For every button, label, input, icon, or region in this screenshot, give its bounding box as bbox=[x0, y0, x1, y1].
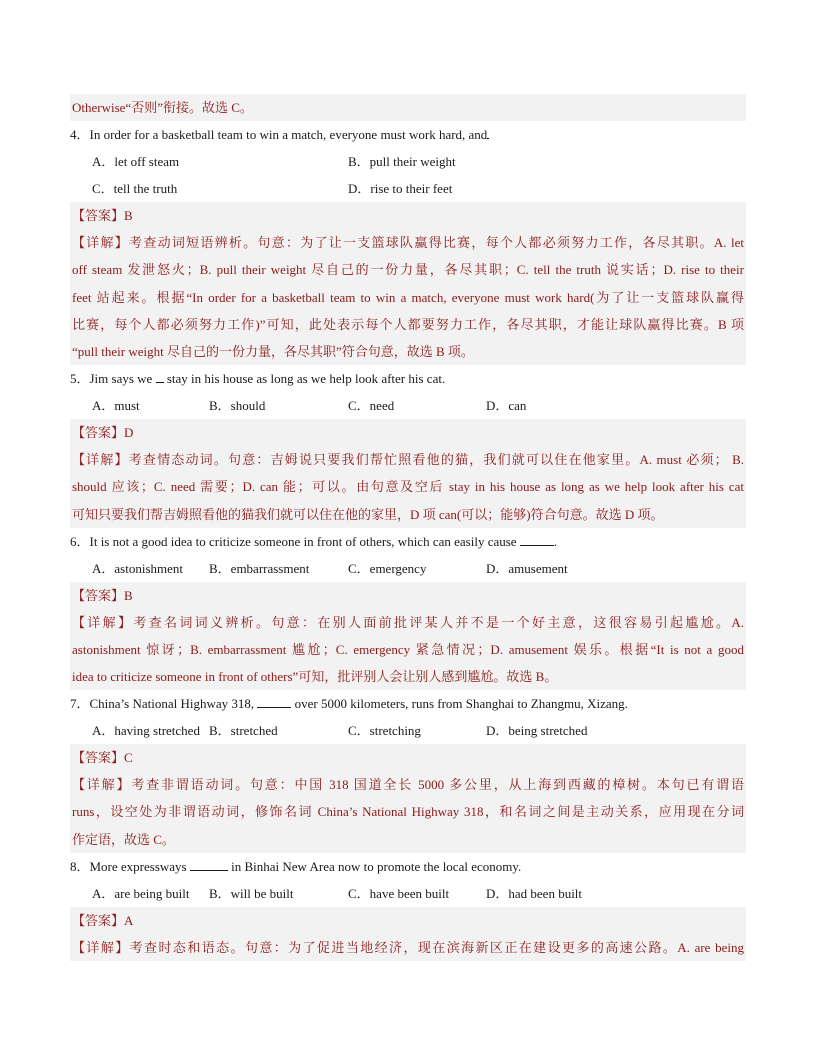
answer-block bbox=[70, 582, 746, 691]
option-d: D．had been built bbox=[486, 885, 583, 901]
option-b: B．pull their weight bbox=[348, 154, 456, 170]
option-d: D．amusement bbox=[486, 560, 568, 576]
options-row bbox=[70, 717, 746, 744]
option-d: D．can bbox=[486, 398, 527, 414]
answer-blank bbox=[156, 369, 164, 383]
answer-blank bbox=[257, 694, 291, 708]
option-d: D．being stretched bbox=[486, 723, 588, 739]
answer-block bbox=[70, 907, 746, 961]
explanation-line: feet 站起来。根据“In order for a basketball team to win a match, everyone must work hard(为了让一支篮球队赢得 bbox=[72, 289, 744, 305]
explanation-line: idea to criticize someone in front of others”可知，批评别人会让别人感到尴尬。故选 B。 bbox=[72, 669, 558, 685]
question-8 bbox=[70, 853, 746, 961]
question-4 bbox=[70, 121, 746, 365]
answer-block bbox=[70, 744, 746, 853]
explanation-line: 【详解】考查动词短语辨析。句意：为了让一支篮球队赢得比赛，每个人都必须努力工作，各尽其职。A. let bbox=[72, 235, 744, 251]
explanation-line: 【详解】考查名词词义辨析。句意：在别人面前批评某人并不是一个好主意，这很容易引起尴尬。A. bbox=[72, 614, 744, 630]
question-stem: 6．It is not a good idea to criticize someone in front of others, which can easily cause . bbox=[70, 533, 558, 549]
answer-label: 【答案】B bbox=[72, 208, 133, 224]
question-5 bbox=[70, 365, 746, 528]
explanation-line: “pull their weight 尽自己的一份力量，各尽其职”符合句意，故选 B 项。 bbox=[72, 343, 474, 359]
explanation-line: Otherwise“否则”衔接。故选 C。 bbox=[72, 100, 253, 115]
question-6 bbox=[70, 528, 746, 691]
question-stem: 5．Jim says we stay in his house as long as we help look after his cat. bbox=[70, 371, 446, 387]
option-a: A．let off steam bbox=[92, 154, 180, 170]
answer-block bbox=[70, 419, 746, 528]
option-a: A．are being built bbox=[92, 885, 190, 901]
options-row bbox=[70, 148, 746, 175]
answer-blank bbox=[190, 857, 228, 871]
explanation-line: 【详解】考查非谓语动词。句意：中国 318 国道全长 5000 多公里，从上海到西藏的樟树。本句已有谓语 bbox=[72, 777, 744, 793]
option-b: B．stretched bbox=[209, 723, 278, 739]
explanation-line: should 应该；C. need 需要；D. can 能；可以。由句意及空后 stay in his house as long as we help look after his cat bbox=[72, 479, 744, 495]
option-c: C．tell the truth bbox=[92, 181, 178, 197]
explanation-line: 比赛，每个人都必须努力工作)”可知，此处表示每个人都要努力工作，各尽其职，才能让球队赢得比赛。B 项 bbox=[72, 316, 744, 332]
option-a: A．must bbox=[92, 398, 140, 414]
answer-label: 【答案】A bbox=[72, 912, 134, 928]
explanation-line: off steam 发泄怒火；B. pull their weight 尽自己的一份力量，各尽其职；C. tell the truth 说实话；D. rise to their bbox=[72, 262, 744, 278]
answer-blank bbox=[487, 125, 489, 139]
options-row bbox=[70, 392, 746, 419]
previous-explanation-tail bbox=[70, 94, 746, 121]
answer-block bbox=[70, 202, 746, 365]
question-stem: 4．In order for a basketball team to win a match, everyone must work hard, and bbox=[70, 127, 488, 143]
answer-label: 【答案】D bbox=[72, 425, 134, 441]
explanation-line: astonishment 惊讶；B. embarrassment 尴尬；C. emergency 紧急情况；D. amusement 娱乐。根据“It is not a good bbox=[72, 641, 744, 657]
answer-label: 【答案】B bbox=[72, 587, 133, 603]
explanation-line: 【详解】考查时态和语态。句意：为了促进当地经济，现在滨海新区正在建设更多的高速公路。A. are being bbox=[72, 939, 744, 955]
answer-label: 【答案】C bbox=[72, 750, 133, 766]
explanation-line: runs，设空处为非谓语动词，修饰名词 China’s National Highway 318，和名词之间是主动关系，应用现在分词 bbox=[72, 804, 744, 820]
question-stem: 8．More expressways in Binhai New Area now to promote the local economy. bbox=[70, 858, 522, 874]
options-row bbox=[70, 880, 746, 907]
option-a: A．astonishment bbox=[92, 560, 183, 576]
question-7 bbox=[70, 690, 746, 853]
option-b: B．will be built bbox=[209, 885, 294, 901]
option-c: C．emergency bbox=[348, 560, 427, 576]
option-c: C．have been built bbox=[348, 885, 450, 901]
option-b: B．embarrassment bbox=[209, 560, 310, 576]
option-c: C．need bbox=[348, 398, 395, 414]
answer-blank bbox=[520, 532, 554, 546]
explanation-line: 可知只要我们帮吉姆照看他的猫我们就可以住在他的家里，D 项 can(可以；能够)符合句意。故选 D 项。 bbox=[72, 506, 664, 522]
options-row bbox=[70, 555, 746, 582]
option-b: B．should bbox=[209, 398, 266, 414]
option-a: A．having stretched bbox=[92, 723, 200, 739]
option-c: C．stretching bbox=[348, 723, 421, 739]
explanation-line: 【详解】考查情态动词。句意：吉姆说只要我们帮忙照看他的猫，我们就可以住在他家里。A. must 必须； B. bbox=[72, 452, 744, 468]
options-row bbox=[70, 175, 746, 202]
document-page bbox=[70, 94, 746, 961]
option-d: D．rise to their feet bbox=[348, 181, 453, 197]
question-stem: 7．China’s National Highway 318, over 5000 kilometers, runs from Shanghai to Zhangmu, Xizang. bbox=[70, 696, 628, 712]
explanation-line: 作定语，故选 C。 bbox=[72, 831, 175, 847]
